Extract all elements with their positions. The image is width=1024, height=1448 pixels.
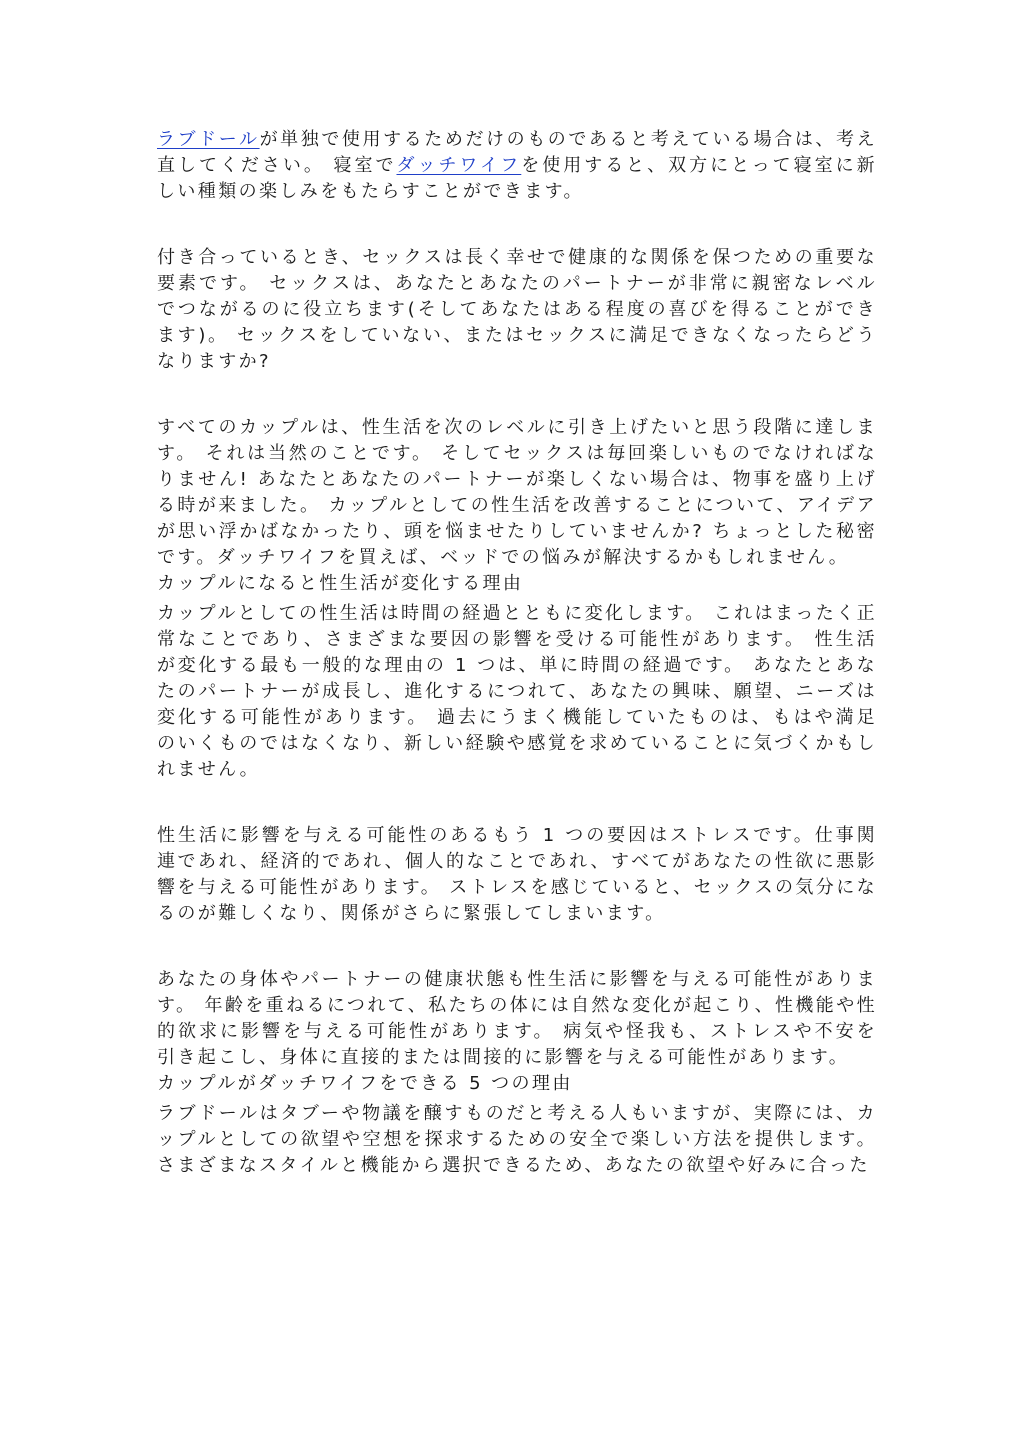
paragraph-health: あなたの身体やパートナーの健康状態も性生活に影響を与える可能性があります。 年齢を重ねるにつれて、私たちの体には自然な変化が起こり、性機能や性的欲求に影響を与える可能性があります。 病気や怪我も、ストレスや不安を引き起こし、身体に直接的または間接的に影響を与える可能性があります。 <box>157 969 877 1068</box>
paragraph-stress: 性生活に影響を与える可能性のあるもう 1 つの要因はストレスです。仕事関連であれ、経済的であれ、個人的なことであれ、すべてがあなたの性欲に悪影響を与える可能性があります。 ストレスを感じていると、セックスの気分になるのが難しくなり、関係がさらに緊張してしまいます。 <box>157 825 877 924</box>
paragraph-time-change: カップルとしての性生活は時間の経過とともに変化します。 これはまったく正常なことであり、さまざまな要因の影響を受ける可能性があります。 性生活が変化する最も一般的な理由の 1 つは、単に時間の経過です。 あなたとあなたのパートナーが成長し、進化するにつれて、あなたの興味、願望、ニーズは変化する可能性があります。 過去にうまく機能していたものは、もはや満足のいくものではなくなり、新しい経験や感覚を求めていることに気づくかもしれません。 <box>157 603 877 780</box>
intro-text-2: を使用すると、双方にとって寝室に新しい種類の楽しみをもたらすことができます。 <box>157 155 877 202</box>
intro-text-1: が単独で使用するためだけのものであると考えている場合は、考え直してください。 寝室で <box>157 129 877 176</box>
paragraph-intro <box>157 127 877 205</box>
section-heading-why-change: カップルになると性生活が変化する理由 <box>157 573 524 594</box>
paragraph-relationship: 付き合っているとき、セックスは長く幸せで健康的な関係を保つための重要な要素です。 セックスは、あなたとあなたのパートナーが非常に親密なレベルでつながるのに役立ちます(そしてあなたはある程度の喜びを得ることができます)。 セックスをしていない、またはセックスに満足できなくなったらどうなりますか? <box>157 247 877 372</box>
paragraph-couples: すべてのカップルは、性生活を次のレベルに引き上げたいと思う段階に達します。 それは当然のことです。 そしてセックスは毎回楽しいものでなければなりません! あなたとあなたのパートナーが楽しくない場合は、物事を盛り上げる時が来ました。 カップルとしての性生活を改善することについて、アイデアが思い浮かばなかったり、頭を悩ませたりしていませんか? ちょっとした秘密です。ダッチワイフを買えば、ベッドでの悩みが解決するかもしれません。 <box>157 417 877 568</box>
document-page <box>157 127 877 1179</box>
dutch-wife-link[interactable]: ダッチワイフ <box>396 155 522 176</box>
love-doll-link[interactable]: ラブドール <box>157 129 260 150</box>
section-heading-five-reasons: カップルがダッチワイフをできる 5 つの理由 <box>157 1073 573 1094</box>
paragraph-taboo: ラブドールはタブーや物議を醸すものだと考える人もいますが、実際には、カップルとしての欲望や空想を探求するための安全で楽しい方法を提供します。 さまざまなスタイルと機能から選択できるため、あなたの欲望や好みに合った <box>157 1103 877 1176</box>
